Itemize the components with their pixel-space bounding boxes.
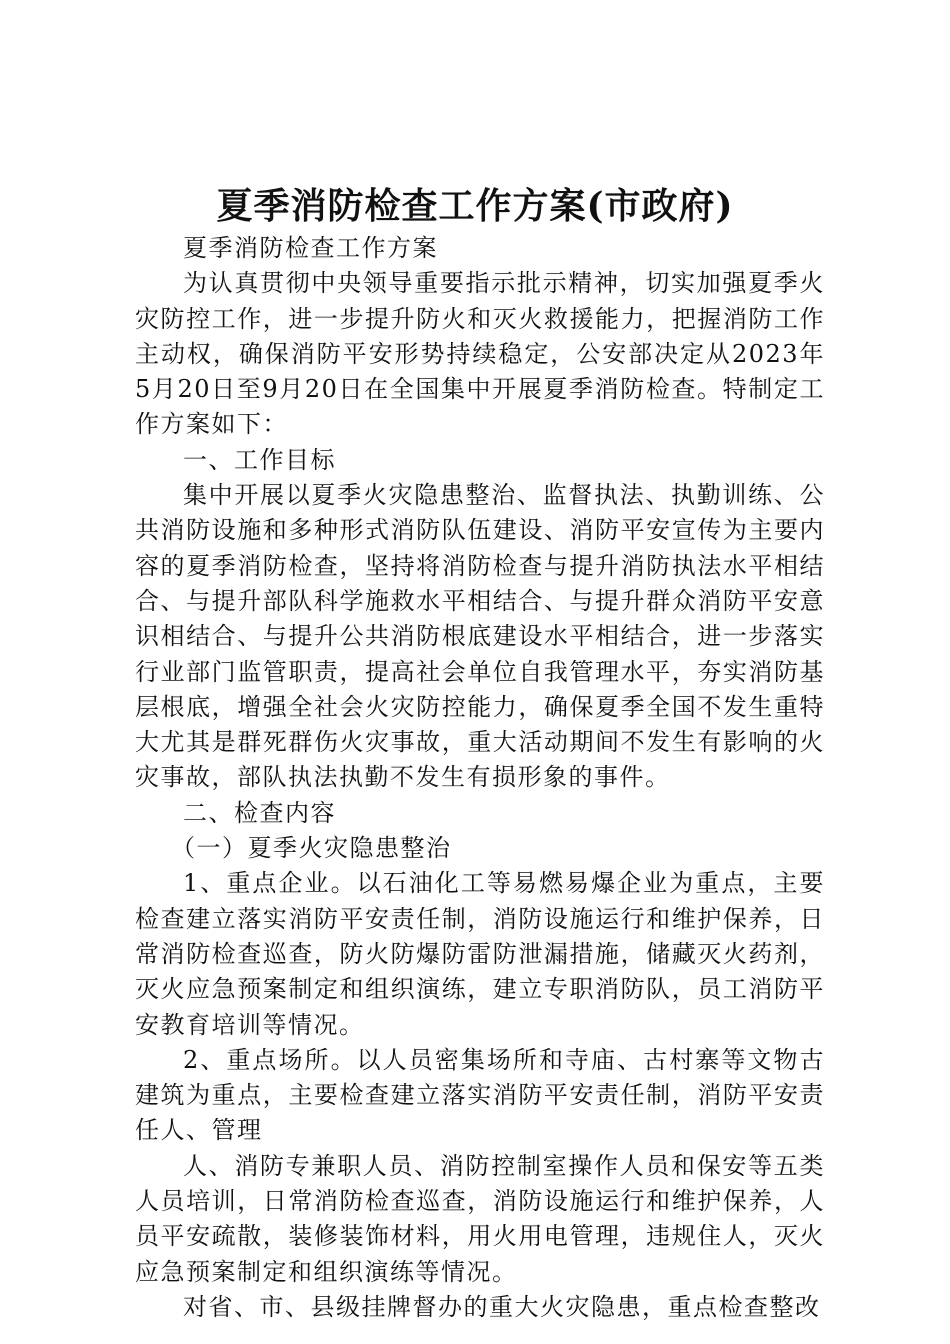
- document-body: [135, 231, 825, 1325]
- key-places-paragraph: 2、重点场所。以人员密集场所和寺庙、古村寨等文物古建筑为重点，主要检查建立落实消防平安责任制，消防平安责任人、管理: [135, 1045, 825, 1145]
- subtitle-paragraph: 夏季消防检查工作方案: [183, 234, 438, 262]
- goals-paragraph: 集中开展以夏季火灾隐患整治、监督执法、执勤训练、公共消防设施和多种形式消防队伍建设、消防平安宣传为主要内容的夏季消防检查，坚持将消防检查与提升消防执法水平相结合、与提升部队科学施救水平相结合、与提升群众消防平安意识相结合、与提升公共消防根底建设水平相结合，进一步落实行业部门监管职责，提高社会单位自我管理水平，夯实消防基层根底，增强全社会火灾防控能力，确保夏季全国不发生重特大尤其是群死群伤火灾事故，重大活动期间不发生有影响的火灾事故，部队执法执勤不发生有损形象的事件。: [135, 481, 825, 792]
- intro-paragraph: 为认真贯彻中央领导重要指示批示精神，切实加强夏季火灾防控工作，进一步提升防火和灭火救援能力，把握消防工作主动权，确保消防平安形势持续稳定，公安部决定从2023年5月20日至9月20日在全国集中开展夏季消防检查。特制定工作方案如下：: [135, 269, 825, 439]
- section-heading-goals: 一、工作目标: [183, 445, 336, 474]
- document-title: 夏季消防检查工作方案(市政府): [216, 185, 734, 227]
- supervised-hazards-paragraph: 对省、市、县级挂牌督办的重大火灾隐患，重点检查整改: [183, 1292, 821, 1321]
- subsection-heading-hazard: （一）夏季火灾隐患整治: [171, 834, 452, 863]
- key-enterprises-paragraph: 1、重点企业。以石油化工等易燃易爆企业为重点，主要检查建立落实消防平安责任制，消防设施运行和维护保养，日常消防检查巡查，防火防爆防雷防泄漏措施，储藏灭火药剂，灭火应急预案制定和组织演练，建立专职消防队，员工消防平安教育培训等情况。: [135, 869, 825, 1039]
- personnel-paragraph: 人、消防专兼职人员、消防控制室操作人员和保安等五类人员培训，日常消防检查巡查，消防设施运行和维护保养，人员平安疏散，装修装饰材料，用火用电管理，违规住人，灭火应急预案制定和组织演练等情况。: [135, 1151, 825, 1286]
- section-heading-content: 二、检查内容: [183, 798, 336, 827]
